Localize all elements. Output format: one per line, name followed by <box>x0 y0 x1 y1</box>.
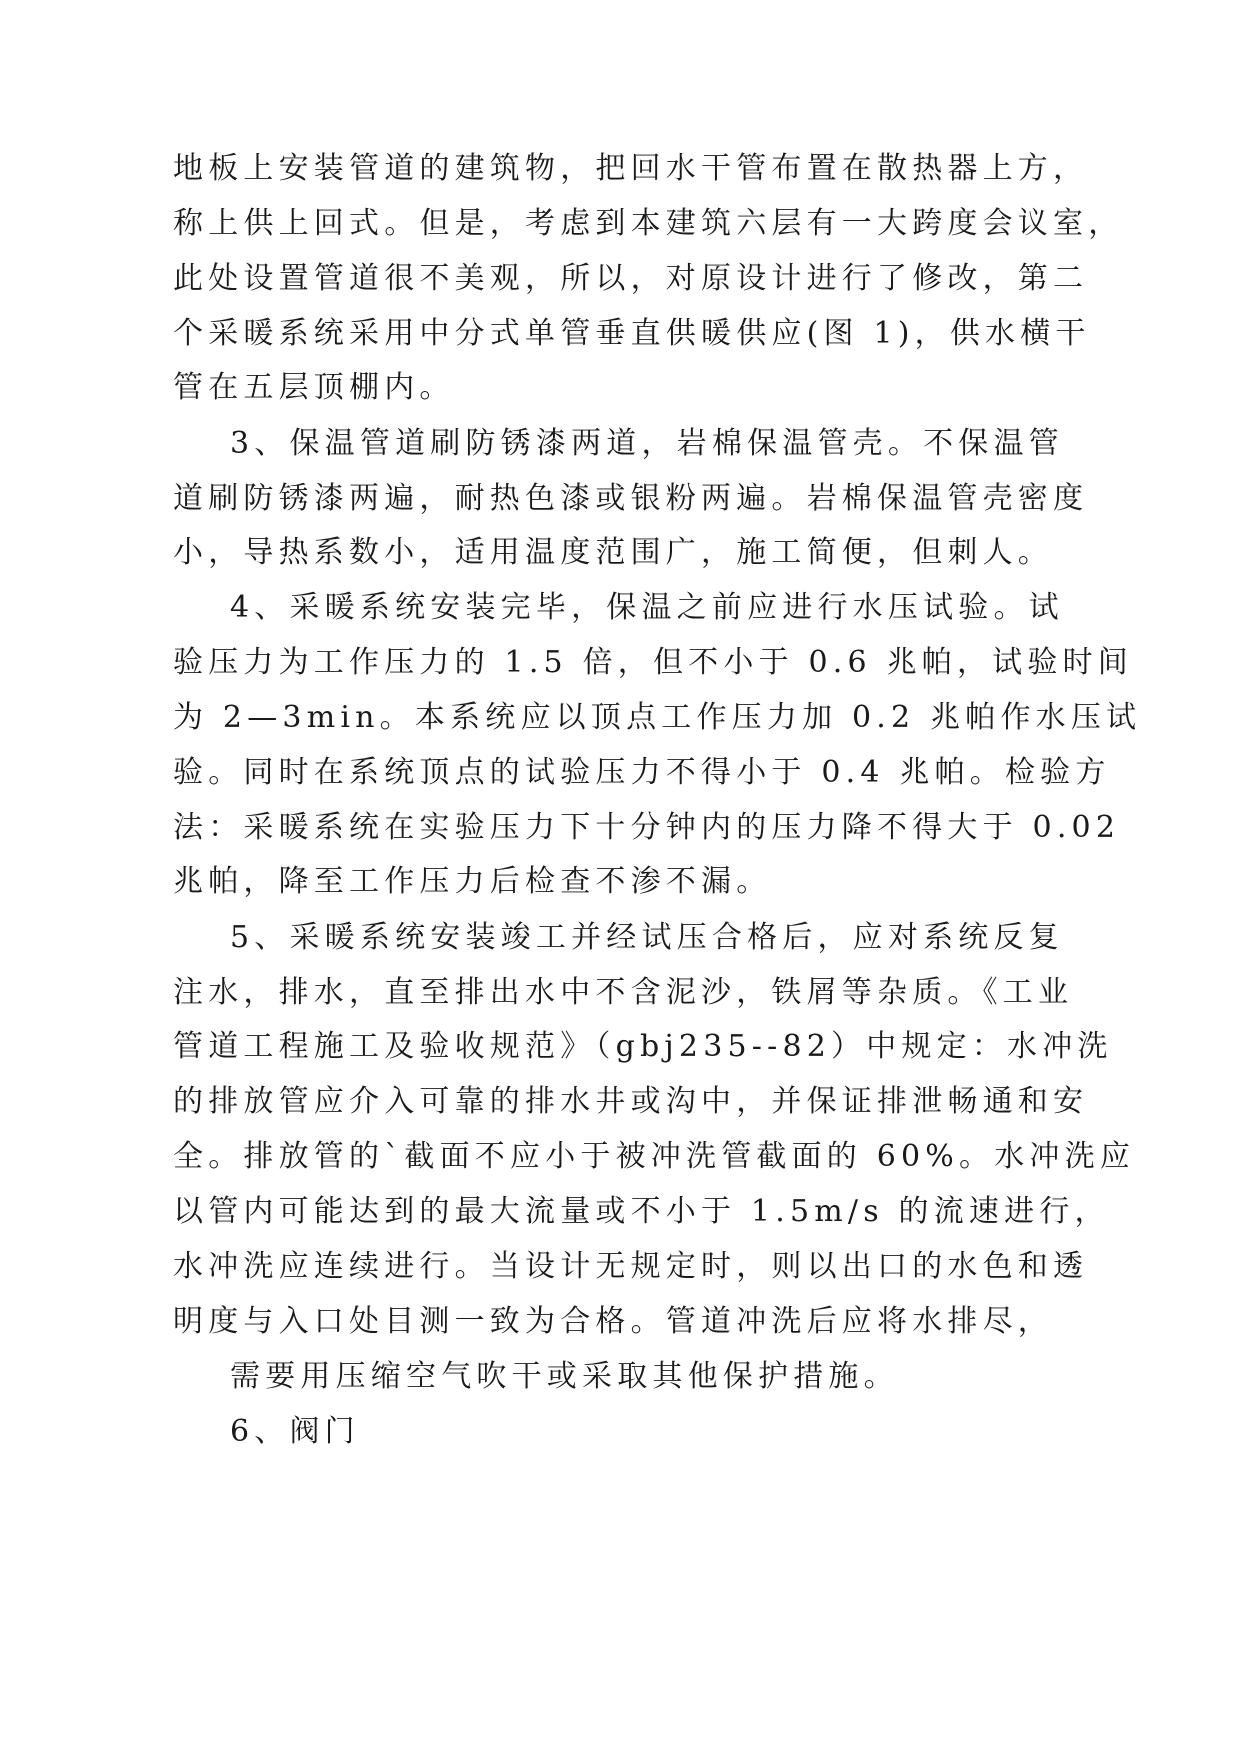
paragraph-line: 以管内可能达到的最大流量或不小于 1.5m/s 的流速进行， <box>173 1194 1110 1229</box>
paragraph-line: 3、保温管道刷防锈漆两道，岩棉保温管壳。不保温管 <box>230 426 1064 461</box>
paragraph-line: 地板上安装管道的建筑物，把回水干管布置在散热器上方， <box>173 151 1089 186</box>
paragraph-line: 注水，排水，直至排出水中不含泥沙，铁屑等杂质。《工业 <box>173 975 1074 1010</box>
paragraph-line: 此处设置管道很不美观，所以，对原设计进行了修改，第二 <box>173 261 1089 296</box>
paragraph-line: 的排放管应介入可靠的排水井或沟中，并保证排泄畅通和安 <box>173 1084 1089 1119</box>
paragraph-line: 兆帕，降至工作压力后检查不渗不漏。 <box>173 864 772 899</box>
paragraph-line: 为 2—3min。本系统应以顶点工作压力加 0.2 兆帕作水压试 <box>173 700 1142 735</box>
paragraph-line: 管道工程施工及验收规范》（gbj235--82）中规定：水冲洗 <box>173 1029 1113 1064</box>
paragraph-line: 管在五层顶棚内。 <box>173 370 455 405</box>
paragraph-line: 需要用压缩空气吹干或采取其他保护措施。 <box>230 1359 899 1394</box>
paragraph-line: 明度与入口处目测一致为合格。管道冲洗后应将水排尽， <box>173 1304 1053 1339</box>
paragraph-line: 5、采暖系统安装竣工并经试压合格后，应对系统反复 <box>230 920 1064 955</box>
paragraph-line: 6、阀门 <box>230 1414 360 1449</box>
paragraph-line: 4、采暖系统安装完毕，保温之前应进行水压试验。试 <box>230 590 1064 625</box>
paragraph-line: 水冲洗应连续进行。当设计无规定时，则以出口的水色和透 <box>173 1249 1089 1284</box>
paragraph-line: 个采暖系统采用中分式单管垂直供暖供应(图 1)，供水横干 <box>173 316 1091 351</box>
paragraph-line: 称上供上回式。但是，考虑到本建筑六层有一大跨度会议室， <box>173 206 1124 241</box>
paragraph-line: 验压力为工作压力的 1.5 倍，但不小于 0.6 兆帕，试验时间 <box>173 645 1133 680</box>
paragraph-line: 验。同时在系统顶点的试验压力不得小于 0.4 兆帕。检验方 <box>173 755 1111 790</box>
paragraph-line: 小，导热系数小，适用温度范围广，施工简便，但刺人。 <box>173 535 1053 570</box>
paragraph-line: 法：采暖系统在实验压力下十分钟内的压力降不得大于 0.02 <box>173 810 1121 845</box>
paragraph-line: 全。排放管的`截面不应小于被冲洗管截面的 60%。水冲洗应 <box>173 1139 1136 1174</box>
paragraph-line: 道刷防锈漆两遍，耐热色漆或银粉两遍。岩棉保温管壳密度 <box>173 481 1089 516</box>
